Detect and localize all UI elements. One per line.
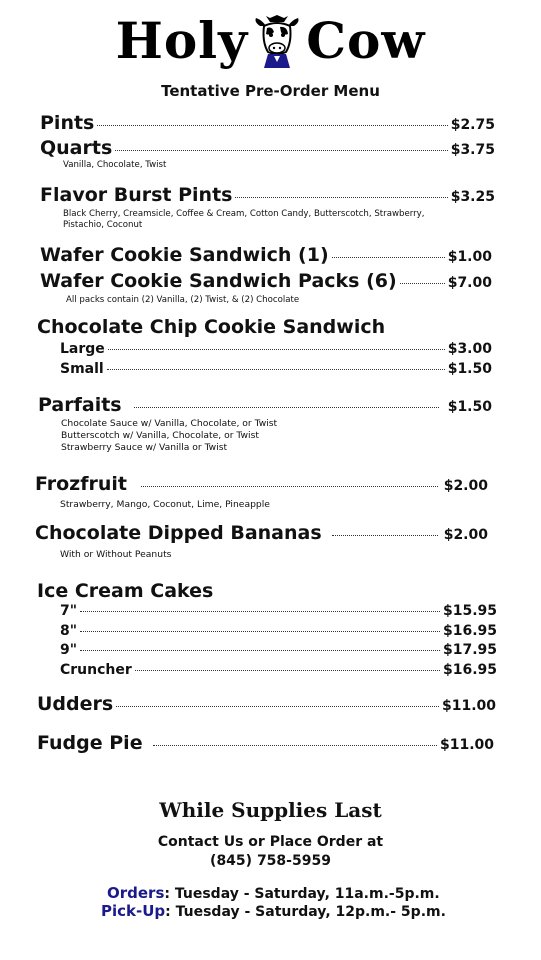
item-note-list (61, 418, 277, 454)
item-label: Small (60, 361, 104, 377)
item-price: $3.00 (447, 341, 492, 357)
dot-leader (400, 283, 445, 284)
item-note: Black Cherry, Creamsicle, Coffee & Cream, Cotton Candy, Butterscotch, Strawberry, Pistachio, Coconut (63, 209, 425, 230)
dot-leader (80, 611, 440, 612)
item-note: Strawberry Sauce w/ Vanilla or Twist (61, 442, 228, 453)
brand-word-right: Cow (306, 11, 426, 70)
item-label: 9" (60, 642, 78, 658)
item-price: $2.75 (450, 117, 495, 133)
menu-item-flavor-burst-pints (40, 184, 495, 206)
orders-hours (107, 884, 440, 902)
item-price: $1.50 (447, 361, 492, 377)
item-label: 8" (60, 623, 78, 639)
item-price: $2.00 (443, 527, 488, 543)
menu-item-chocolate-dipped-bananas (35, 522, 488, 544)
brand-word-left: Holy (115, 11, 249, 70)
item-price: $16.95 (442, 662, 497, 678)
menu-item-cake-9 (60, 642, 497, 658)
item-price: $1.50 (447, 399, 492, 415)
menu-item-udders (37, 693, 496, 715)
item-note: Butterscotch w/ Vanilla, Chocolate, or Twist (61, 430, 259, 441)
brand-logo (0, 6, 541, 76)
pickup-hours-text: : Tuesday - Saturday, 12p.m.- 5p.m. (165, 904, 446, 920)
item-label: Fudge Pie (37, 732, 143, 754)
item-note: Vanilla, Chocolate, Twist (63, 160, 167, 170)
dot-leader (97, 125, 447, 126)
item-label: Cruncher (60, 662, 132, 678)
section-heading-ice-cream-cakes: Ice Cream Cakes (37, 580, 214, 602)
menu-item-frozfruit (35, 473, 488, 495)
pickup-hours (101, 902, 446, 920)
item-price: $3.25 (450, 189, 495, 205)
item-price: $2.00 (443, 478, 488, 494)
item-note: Chocolate Sauce w/ Vanilla, Chocolate, or Twist (61, 418, 278, 429)
menu-item-cake-8 (60, 623, 497, 639)
dot-leader (141, 486, 438, 487)
item-label: Wafer Cookie Sandwich (1) (40, 244, 329, 266)
orders-label: Orders (107, 884, 165, 902)
item-label: Chocolate Dipped Bananas (35, 522, 322, 544)
menu-item-pints (40, 112, 495, 134)
dot-leader (134, 407, 439, 408)
item-label: Pints (40, 112, 95, 134)
item-note: All packs contain (2) Vanilla, (2) Twist, & (2) Chocolate (66, 295, 300, 305)
item-label: Frozfruit (35, 473, 128, 495)
dot-leader (332, 535, 438, 536)
item-price: $11.00 (441, 698, 496, 714)
contact-line: Contact Us or Place Order at (157, 834, 384, 850)
item-label: Wafer Cookie Sandwich Packs (6) (40, 270, 397, 292)
pickup-label: Pick-Up (101, 902, 166, 920)
menu-item-parfaits (38, 394, 492, 416)
footer-title: While Supplies Last (159, 798, 382, 822)
menu-item-quarts (40, 137, 495, 159)
dot-leader (115, 150, 447, 151)
item-label: 7" (60, 603, 78, 619)
item-label: Quarts (40, 137, 113, 159)
item-price: $17.95 (442, 642, 497, 658)
menu-item-cake-cruncher (60, 662, 497, 678)
item-label: Flavor Burst Pints (40, 184, 233, 206)
menu-item-choc-chip-small (60, 361, 492, 377)
orders-hours-text: : Tuesday - Saturday, 11a.m.-5p.m. (164, 886, 440, 902)
dot-leader (116, 706, 439, 707)
section-heading-choc-chip: Chocolate Chip Cookie Sandwich (37, 316, 386, 338)
menu-item-wafer-cookie-sandwich (40, 244, 492, 266)
menu-item-cake-7 (60, 603, 497, 619)
item-label: Parfaits (38, 394, 122, 416)
menu-item-choc-chip-large (60, 341, 492, 357)
item-price: $3.75 (450, 142, 495, 158)
dot-leader (80, 650, 440, 651)
dot-leader (135, 670, 440, 671)
menu-item-wafer-cookie-packs (40, 270, 492, 292)
cow-icon (254, 12, 300, 70)
item-price: $15.95 (442, 603, 497, 619)
item-price: $16.95 (442, 623, 497, 639)
page-subtitle: Tentative Pre-Order Menu (161, 82, 380, 100)
dot-leader (108, 349, 445, 350)
dot-leader (235, 197, 447, 198)
item-price: $11.00 (439, 737, 494, 753)
phone-number[interactable]: (845) 758-5959 (210, 853, 331, 869)
item-note: With or Without Peanuts (60, 549, 172, 560)
item-price: $7.00 (447, 275, 492, 291)
dot-leader (332, 257, 445, 258)
dot-leader (80, 631, 440, 632)
item-price: $1.00 (447, 249, 492, 265)
dot-leader (153, 745, 437, 746)
dot-leader (107, 369, 445, 370)
menu-item-fudge-pie (37, 732, 494, 754)
item-label: Large (60, 341, 105, 357)
item-note: Strawberry, Mango, Coconut, Lime, Pineapple (60, 499, 270, 510)
item-label: Udders (37, 693, 114, 715)
